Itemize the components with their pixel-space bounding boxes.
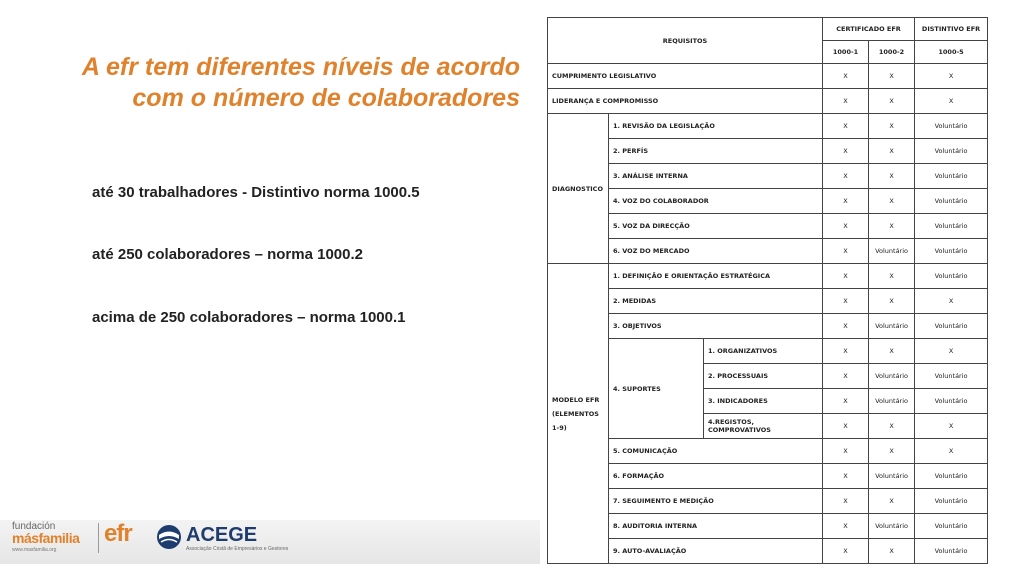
- cell: Voluntário: [915, 389, 988, 414]
- group-label-modelo: [548, 264, 609, 564]
- cell: X: [869, 489, 915, 514]
- row-label: 3. ANÁLISE INTERNA: [609, 164, 823, 189]
- cell: X: [823, 389, 869, 414]
- cell: X: [915, 414, 988, 439]
- cell: Voluntário: [915, 214, 988, 239]
- row-label: 5. VOZ DA DIRECÇÃO: [609, 214, 823, 239]
- cell: X: [823, 164, 869, 189]
- bullet-item: acima de 250 colaboradores – norma 1000.1: [92, 309, 406, 326]
- cell: Voluntário: [869, 364, 915, 389]
- table-row: [548, 464, 988, 489]
- cell: Voluntário: [915, 539, 988, 564]
- row-label: 2. MEDIDAS: [609, 289, 823, 314]
- cell: X: [823, 114, 869, 139]
- row-label: 3. OBJETIVOS: [609, 314, 823, 339]
- table-row: [548, 64, 988, 89]
- row-label: CUMPRIMENTO LEGISLATIVO: [548, 64, 823, 89]
- cell: X: [823, 214, 869, 239]
- cell: X: [869, 289, 915, 314]
- cell: X: [869, 439, 915, 464]
- row-label: 4. VOZ DO COLABORADOR: [609, 189, 823, 214]
- cell: X: [823, 364, 869, 389]
- header-1000-5: 1000-5: [915, 41, 988, 64]
- cell: X: [869, 114, 915, 139]
- header-certificado: CERTIFICADO EFR: [823, 18, 915, 41]
- cell: Voluntário: [915, 239, 988, 264]
- cell: X: [823, 139, 869, 164]
- cell: Voluntário: [915, 314, 988, 339]
- cell: Voluntário: [915, 189, 988, 214]
- slide-title: [40, 52, 520, 114]
- cell: X: [869, 539, 915, 564]
- cell: X: [823, 189, 869, 214]
- table-row: [548, 264, 988, 289]
- cell: X: [915, 64, 988, 89]
- cell: Voluntário: [869, 464, 915, 489]
- row-label: 6. VOZ DO MERCADO: [609, 239, 823, 264]
- row-label: 2. PERFÍS: [609, 139, 823, 164]
- title-line-2: com o número de colaboradores: [132, 84, 520, 112]
- table-row: [548, 514, 988, 539]
- row-label: 7. SEGUIMENTO E MEDIÇÃO: [609, 489, 823, 514]
- table-row: [548, 314, 988, 339]
- header-1000-2: 1000-2: [869, 41, 915, 64]
- cell: X: [915, 289, 988, 314]
- table-row: [548, 164, 988, 189]
- cell: X: [823, 239, 869, 264]
- cell: X: [869, 139, 915, 164]
- row-label: 9. AUTO-AVALIAÇÃO: [609, 539, 823, 564]
- cell: Voluntário: [915, 364, 988, 389]
- cell: Voluntário: [915, 464, 988, 489]
- table-row: [548, 239, 988, 264]
- cell: X: [869, 189, 915, 214]
- row-label: 3. INDICADORES: [704, 389, 823, 414]
- cell: Voluntário: [915, 164, 988, 189]
- requirements-table: [547, 17, 988, 564]
- group-label-diagnostico: DIAGNOSTICO: [548, 114, 609, 264]
- table-row: [548, 339, 988, 364]
- cell: X: [869, 414, 915, 439]
- cell: Voluntário: [915, 114, 988, 139]
- logo-text: másfamilia: [12, 530, 80, 546]
- cell: X: [823, 439, 869, 464]
- cell: X: [869, 264, 915, 289]
- title-line-1: A efr tem diferentes níveis de acordo: [81, 53, 520, 81]
- cell: X: [823, 314, 869, 339]
- row-label: 2. PROCESSUAIS: [704, 364, 823, 389]
- cell: X: [915, 89, 988, 114]
- bullet-item: até 250 colaboradores – norma 1000.2: [92, 246, 363, 263]
- header-requisitos: REQUISITOS: [548, 18, 823, 64]
- logo-separator: [98, 523, 99, 553]
- cell: X: [823, 539, 869, 564]
- table-row: [548, 114, 988, 139]
- efr-logo: efr: [104, 520, 132, 547]
- table-row: [548, 489, 988, 514]
- logo-url: www.masfamilia.org: [12, 547, 57, 553]
- table-row: [548, 139, 988, 164]
- cell: X: [823, 264, 869, 289]
- cell: Voluntário: [915, 514, 988, 539]
- row-label: LIDERANÇA E COMPROMISSO: [548, 89, 823, 114]
- cell: X: [823, 514, 869, 539]
- row-label: 4.REGISTOS, COMPROVATIVOS: [704, 414, 823, 439]
- table-row: [548, 89, 988, 114]
- bullet-item: até 30 trabalhadores - Distintivo norma 1000.5: [92, 184, 420, 201]
- cell: X: [869, 89, 915, 114]
- table-row: [548, 289, 988, 314]
- cell: X: [869, 164, 915, 189]
- row-label: 1. DEFINIÇÃO E ORIENTAÇÃO ESTRATÉGICA: [609, 264, 823, 289]
- cell: X: [869, 214, 915, 239]
- cell: X: [915, 439, 988, 464]
- cell: Voluntário: [915, 264, 988, 289]
- table-row: [548, 189, 988, 214]
- globe-icon: [156, 524, 182, 550]
- cell: Voluntário: [915, 489, 988, 514]
- cell: Voluntário: [915, 139, 988, 164]
- row-label: 1. REVISÃO DA LEGISLAÇÃO: [609, 114, 823, 139]
- cell: X: [823, 64, 869, 89]
- table-header-row: [548, 18, 988, 41]
- cell: X: [869, 339, 915, 364]
- cell: Voluntário: [869, 314, 915, 339]
- cell: X: [869, 64, 915, 89]
- row-label: 1. ORGANIZATIVOS: [704, 339, 823, 364]
- fundacion-masfamilia-logo: [12, 521, 94, 557]
- acege-logo: ACEGE: [186, 524, 258, 546]
- header-distintivo: DISTINTIVO EFR: [915, 18, 988, 41]
- cell: Voluntário: [869, 514, 915, 539]
- cell: Voluntário: [869, 389, 915, 414]
- table-row: [548, 439, 988, 464]
- cell: X: [823, 89, 869, 114]
- cell: X: [823, 489, 869, 514]
- row-label: 8. AUDITORIA INTERNA: [609, 514, 823, 539]
- row-label: 5. COMUNICAÇÃO: [609, 439, 823, 464]
- logo-text: fundación: [12, 521, 56, 532]
- subgroup-label-suportes: 4. SUPORTES: [609, 339, 704, 439]
- cell: X: [823, 414, 869, 439]
- group-label-modelo-text: MODELO EFR (ELEMENTOS 1-9): [552, 395, 600, 432]
- table-row: [548, 214, 988, 239]
- cell: X: [823, 289, 869, 314]
- table-row: [548, 539, 988, 564]
- acege-subtitle: Associação Cristã de Empresários e Gestores: [186, 546, 289, 552]
- cell: X: [823, 339, 869, 364]
- cell: X: [915, 339, 988, 364]
- row-label: 6. FORMAÇÃO: [609, 464, 823, 489]
- header-1000-1: 1000-1: [823, 41, 869, 64]
- cell: X: [823, 464, 869, 489]
- cell: Voluntário: [869, 239, 915, 264]
